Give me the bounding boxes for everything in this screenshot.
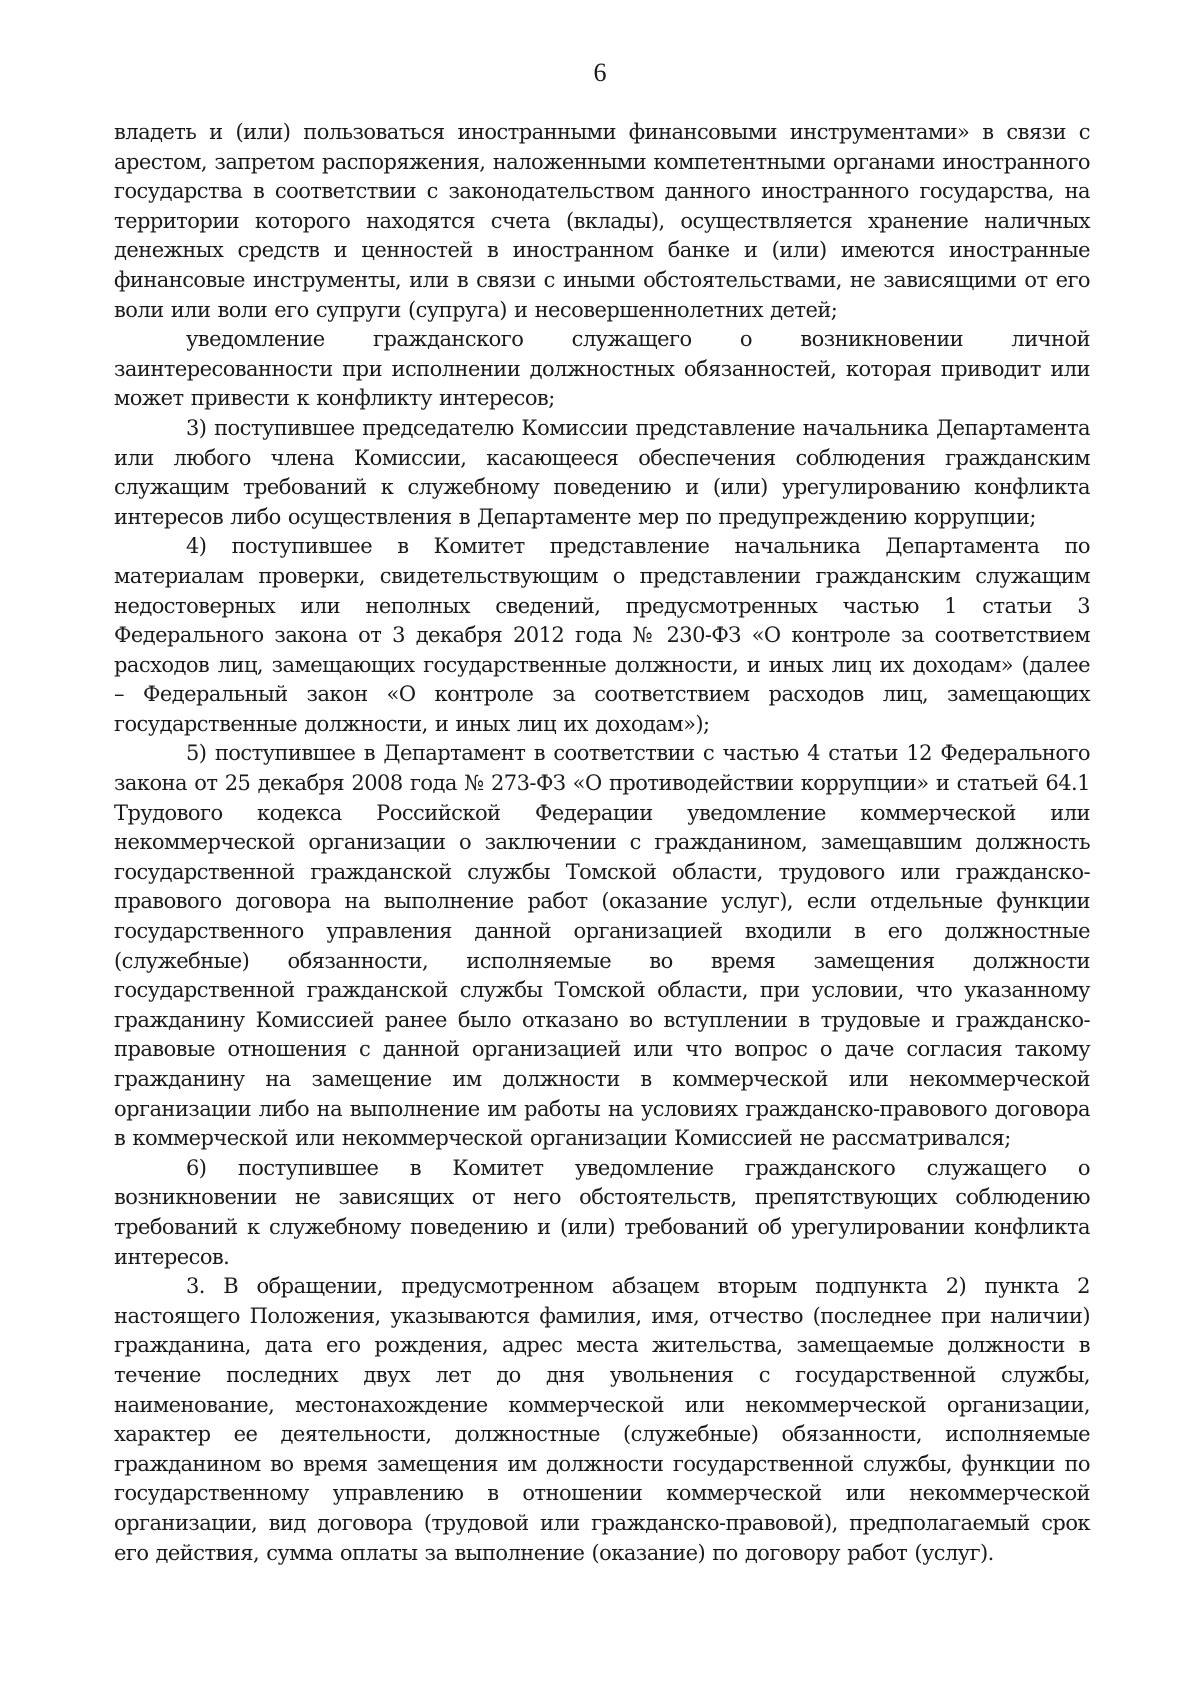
paragraph-section-3: 3. В обращении, предусмотренном абзацем вторым подпункта 2) пункта 2 настоящего Положения, указываются фамилия, имя, отчество (последнее при наличии) гражданина, дата его рождения, адрес места жительства, замещаемые должности в течение последних двух лет до дня увольнения с государственной службы, наименование, местонахождение коммерческой или некоммерческой организации, характер ее деятельности, должностные (служебные) обязанности, исполняемые гражданином во время замещения им должности государственной службы, функции по государственному управлению в отношении коммерческой или некоммерческой организации, вид договора (трудовой или гражданско-правовой), предполагаемый срок его действия, сумма оплаты за выполнение (оказание) по договору работ (услуг). (114, 1274, 1090, 1565)
paragraph-item-6: 6) поступившее в Комитет уведомление гражданского служащего о возникновении не зависящих от него обстоятельств, препятствующих соблюдению требований к служебному поведению и (или) требований об урегулировании конфликта интересов. (114, 1155, 1090, 1269)
paragraph-continuation: владеть и (или) пользоваться иностранными финансовыми инструментами» в связи с арестом, запретом распоряжения, наложенными компетентными органами иностранного государства в соответствии с законодательством данного иностранного государства, на территории которого находятся счета (вклады), осуществляется хранение наличных денежных средств и ценностей в иностранном банке и (или) имеются иностранные финансовые инструменты, или в связи с иными обстоятельствами, не зависящими от его воли или воли его супруги (супруга) и несовершеннолетних детей; (114, 120, 1090, 322)
paragraph-notification-conflict: уведомление гражданского служащего о возникновении личной заинтересованности при исполнении должностных обязанностей, которая приводит или может привести к конфликту интересов; (114, 327, 1090, 411)
document-body (114, 118, 1090, 1568)
paragraph-item-5: 5) поступившее в Департамент в соответствии с частью 4 статьи 12 Федерального закона от 25 декабря 2008 года № 273-ФЗ «О противодействии коррупции» и статьей 64.1 Трудового кодекса Российской Федерации уведомление коммерческой или некоммерческой организации о заключении с гражданином, замещавшим должность государственной гражданской службы Томской области, трудового или гражданско-правового договора на выполнение работ (оказание услуг), если отдельные функции государственного управления данной организацией входили в его должностные (служебные) обязанности, исполняемые во время замещения должности государственной гражданской службы Томской области, при условии, что указанному гражданину Комиссией ранее было отказано во вступлении в трудовые и гражданско-правовые отношения с данной организацией или что вопрос о даче согласия такому гражданину на замещение им должности в коммерческой или некоммерческой организации либо на выполнение им работы на условиях гражданско-правового договора в коммерческой или некоммерческой организации Комиссией не рассматривался; (114, 741, 1090, 1151)
paragraph-item-4: 4) поступившее в Комитет представление начальника Департамента по материалам проверки, свидетельствующим о представлении гражданским служащим недостоверных или неполных сведений, предусмотренных частью 1 статьи 3 Федерального закона от 3 декабря 2012 года № 230-ФЗ «О контроле за соответствием расходов лиц, замещающих государственные должности, и иных лиц их доходам» (далее – Федеральный закон «О контроле за соответствием расходов лиц, замещающих государственные должности, и иных лиц их доходам»); (114, 534, 1090, 736)
page-number: 6 (593, 58, 607, 87)
paragraph-item-3: 3) поступившее председателю Комиссии представление начальника Департамента или любого члена Комиссии, касающееся обеспечения соблюдения гражданским служащим требований к служебному поведению и (или) урегулированию конфликта интересов либо осуществления в Департаменте мер по предупреждению коррупции; (114, 415, 1090, 529)
